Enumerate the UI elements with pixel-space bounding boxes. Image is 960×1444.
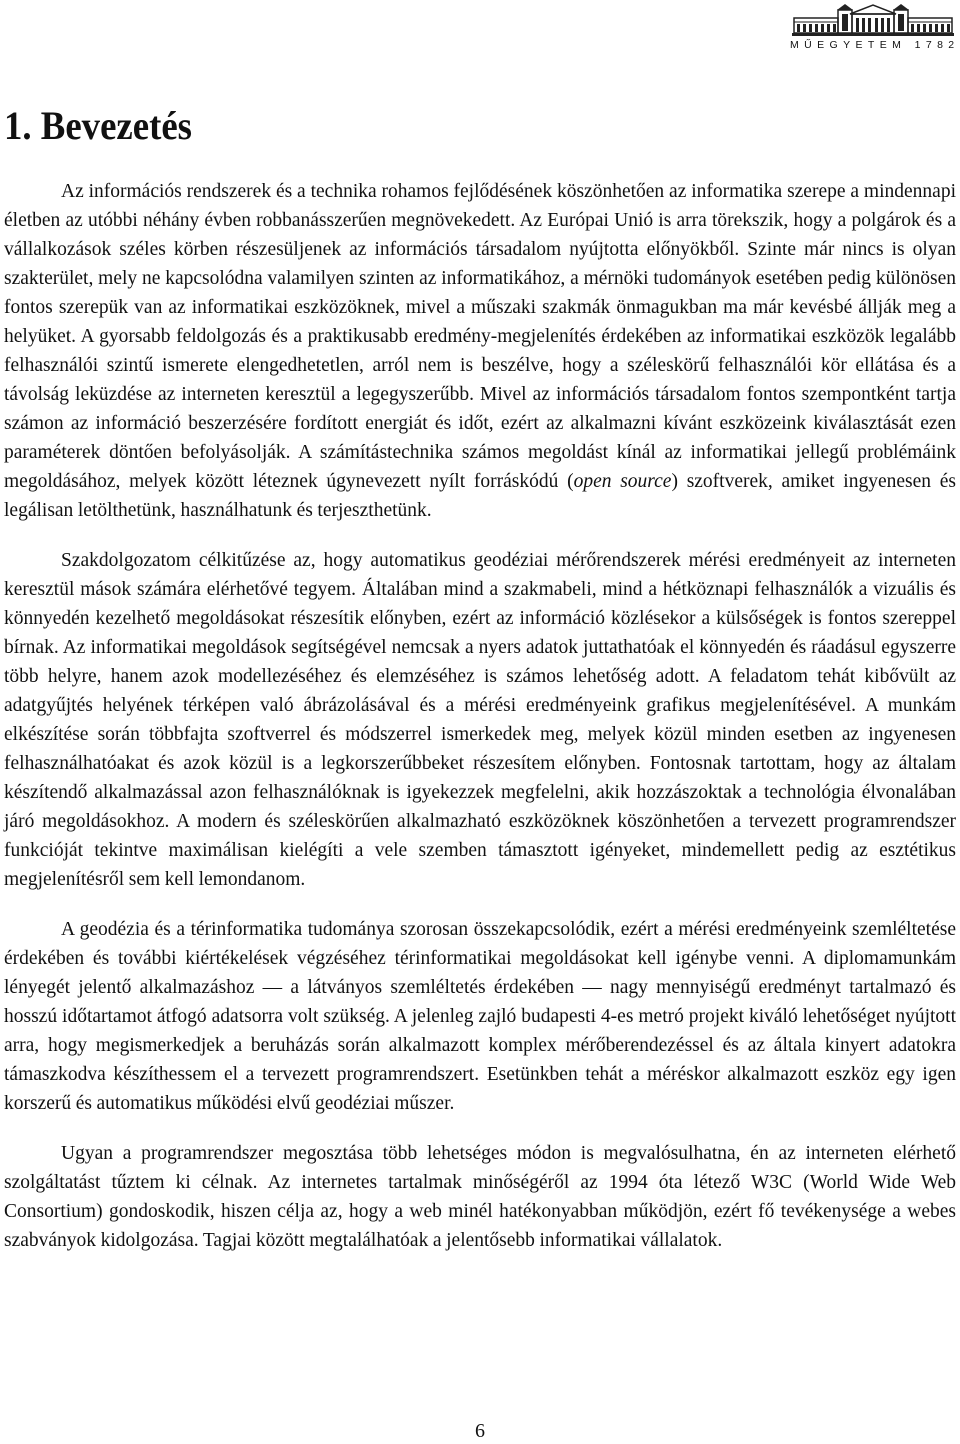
paragraph-4: Ugyan a programrendszer megosztása több lehetséges módon is megvalósulhatna, én az interneten elérhető szolgáltatást tűztem ki célnak. Az internetes tartalmak minőségéről az 1994 óta létező W3C (World Wide Web Consortium) gondoskodik, hiszen célja az, hogy a web minél hatékonyabban működjön, ezért fő tevékenysége a webes szabványok kidolgozása. Tagjai között megtalálhatóak a jelentősebb informatikai vállalatok. <box>4 1143 956 1251</box>
university-logo <box>790 2 960 54</box>
logo-text: MŰEGYETEM 1782 <box>790 39 960 51</box>
paragraph-3: A geodézia és a térinformatika tudománya szorosan összekapcsolódik, ezért a mérési eredményeink szemléltetése érdekében és további kiértékelések végzéséhez térinformatikai megoldásokat kell igénybe venni. A diplomamunkám lényegét jelentő alkalmazáshoz — a látványos szemléltetés érdekében — nagy mennyiségű eredményt tartalmazó és hosszú időtartamot átfogó adatsorra volt szükség. A jelenleg zajló budapesti 4-es metró projekt kiváló lehetőséget nyújtott arra, hogy megismerkedjek a beruházás során alkalmazott komplex mérőberendezéssel és az általa kinyert adatokra támaszkodva készíthessem el a tervezett programrendszert. Esetünkben tehát a méréskor alkalmazott eszköz egy igen korszerű és automatikus működési elvű geodéziai műszer. <box>4 919 956 1114</box>
building-logo-icon <box>790 2 956 38</box>
paragraph-1-emphasis: open source <box>573 471 672 492</box>
paragraph-1 <box>4 177 956 525</box>
paragraph-2: Szakdolgozatom célkitűzése az, hogy automatikus geodéziai mérőrendszerek mérési eredményeit az interneten keresztül mások számára elérhetővé tegyem. Általában mind a szakmabeli, mind a hétköznapi felhasználók a vizuális és könnyedén kezelhető megoldásokat részesítik előnyben, ezért az információ közlésekor a külsőségek is fontos szereppel bírnak. Az informatikai megoldások segítségével nemcsak a nyers adatok juttathatóak el könnyedén és ráadásul egyszerre több helyre, hanem azok modellezéséhez és elemzéséhez is számos lehetőség adott. A feladatom tehát kibővült az adatgyűjtés helyének térképen való ábrázolásával és a mérési eredményeink grafikus megjelenítésével. A munkám elkészítése során többfajta szoftverrel és módszerrel ismerkedek meg, melyek közül minden esetben az ingyenesen felhasználhatóakat és azok közül is a legkorszerűbbeket részesítem előnyben. Fontosnak tartottam, hogy az általam készítendő alkalmazással azon felhasználóknak is igyekezzek megfelelni, akik hozzászoktak a technológia élvonalában járó megoldásokhoz. A modern és széleskörűen alkalmazható eszközöknek köszönhetően a tervezett programrendszer funkcióját tekintve maximálisan kielégíti a vele szemben támasztott igényeket, mindemellett pedig az esztétikus megjelenítésről sem kell lemondanom. <box>4 550 956 890</box>
body-text <box>4 177 956 1276</box>
page-number: 6 <box>475 1420 485 1442</box>
chapter-title: 1. Bevezetés <box>4 103 192 148</box>
paragraph-1-text-b: ) szoftverek, amiket ingyenesen és legálisan letölthetünk, használhatunk és terjeszthetünk. <box>4 471 956 521</box>
paragraph-1-text-a: Az információs rendszerek és a technika rohamos fejlődésének köszönhetően az informatika szerepe a mindennapi életben az utóbbi néhány évben robbanásszerűen megnövekedett. Az Európai Unió is arra törekszik, hogy a polgárok és a vállalkozások széles körben részesüljenek az információs társadalom nyújtotta előnyökből. Szinte már nincs is olyan szakterület, mely ne kapcsolódna valamilyen szinten az informatikához, a mérnöki tudományok esetében pedig különösen fontos szerepük van az informatikai eszközöknek, mivel a műszaki szakmák önmagukban ma már kevésbé állják meg a helyüket. A gyorsabb feldolgozás és a praktikusabb eredmény-megjelenítés érdekében az informatikai eszközök legalább felhasználói szintű ismerete elengedhetetlen, arról nem is beszélve, hogy a széleskörű felhasználói kör ellátása és a távolság leküzdése az interneten keresztül a legegyszerűbb. Mivel az információs társadalom fontos szempontként tartja számon az információ beszerzésére fordított energiát és időt, ezért az alkalmazni kívánt eszközeink kiválasztását ezen paraméterek döntően befolyásolják. A számítástechnika számos megoldást kínál az informatikai jellegű problémáink megoldásához, melyek között léteznek úgynevezett nyílt forráskódú ( <box>4 181 956 492</box>
